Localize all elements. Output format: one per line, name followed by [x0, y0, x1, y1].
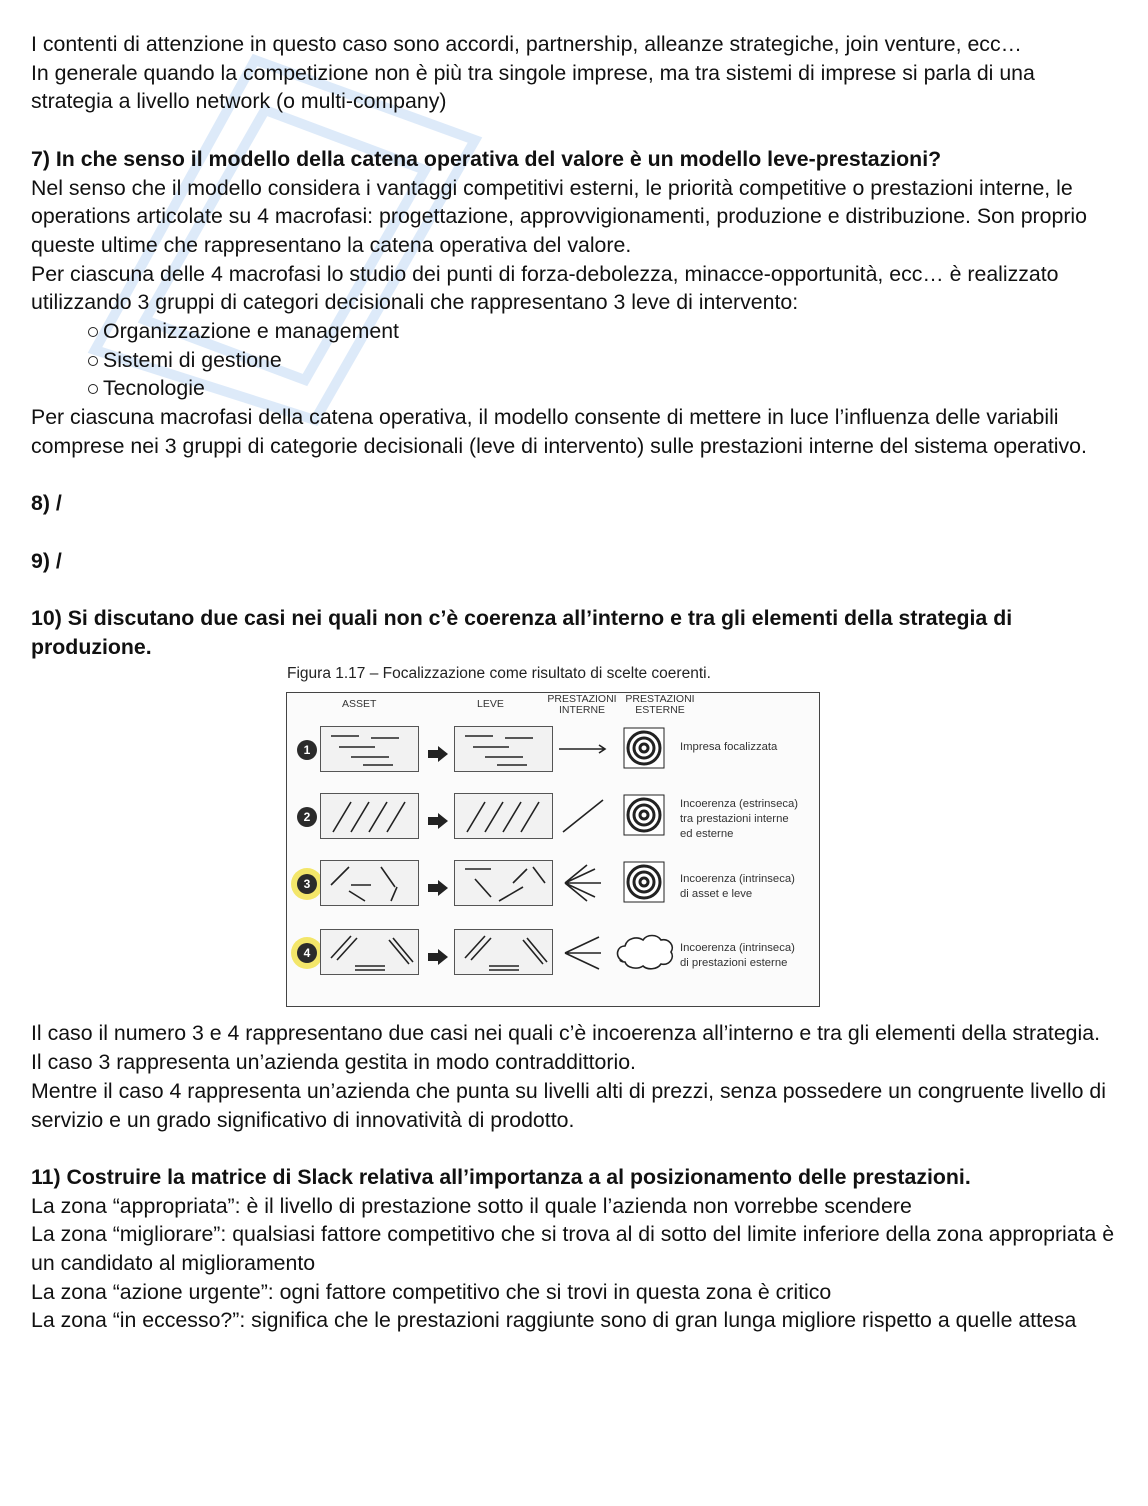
q11-line-3: La zona “azione urgente”: ogni fattore competitivo che si trovi in questa zona è critico [31, 1279, 832, 1304]
asset-cell-2 [320, 793, 419, 839]
row-2-label [680, 797, 798, 842]
q11-line-1: La zona “appropriata”: è il livello di prestazione sotto il quale l’azienda non vorrebbe scendere [31, 1193, 912, 1218]
row-label-line: tra prestazioni interne [680, 813, 789, 826]
block-arrow-icon [428, 944, 448, 960]
figure-frame [286, 692, 820, 1007]
target-icon [623, 727, 665, 769]
block-arrow-icon [428, 808, 448, 824]
question-10-title: 10) Si discutano due casi nei quali non c’è coerenza all’interno e tra gli elementi della strategia di produzione. [31, 606, 1013, 659]
intro-paragraph-2: In generale quando la competizione non è più tra singole imprese, ma tra sistemi di imprese si parla di una strategia a livello network (o multi-company) [31, 60, 1035, 114]
q7-paragraph-2: Per ciascuna delle 4 macrofasi lo studio dei punti di forza-debolezza, minacce-opportunità, ecc… è realizzato utilizzando 3 gruppi di categori decisionali che rappresentano 3 leve di intervento: [31, 261, 1059, 315]
q10-paragraph-3: Mentre il caso 4 rappresenta un’azienda che punta su livelli alti di prezzi, senza possedere un congruente livello di servizio e un grado significativo di innovatività di prodotto. [31, 1078, 1106, 1132]
target-icon [623, 861, 665, 903]
figure-caption: Figura 1.17 – Focalizzazione come risultato di scelte coerenti. [287, 665, 711, 683]
q11-line-4: La zona “in eccesso?”: significa che le prestazioni raggiunte sono di gran lunga migliore rispetto a quelle attesa [31, 1308, 1077, 1333]
row-3-label [680, 872, 795, 902]
row-label-line: Incoerenza (estrinseca) [680, 798, 799, 811]
cloud-icon [613, 930, 675, 972]
q10-paragraph-1: Il caso il numero 3 e 4 rappresentano due casi nei quali c’è incoerenza all’interno e tra gli elementi della strategia. [31, 1021, 1101, 1046]
row-label-line: di asset e leve [680, 888, 753, 901]
block-arrow-icon [428, 741, 448, 757]
leve-cell-4 [454, 929, 553, 975]
row-number-2: 2 [297, 807, 317, 827]
q7-bullet-list [31, 317, 1121, 403]
row-number-3: 3 [297, 874, 317, 894]
list-item: Tecnologie [88, 374, 1121, 403]
interne-arrow-4 [557, 933, 609, 973]
row-label-line: Incoerenza (intrinseca) [680, 942, 795, 955]
question-9-title: 9) / [31, 548, 62, 573]
block-arrow-icon [428, 875, 448, 891]
row-label-line: ed esterne [680, 828, 734, 841]
row-number-1: 1 [297, 740, 317, 760]
row-4-label [680, 941, 795, 971]
intro-paragraph-1: I contenti di attenzione in questo caso sono accordi, partnership, alleanze strategiche, join venture, ecc… [31, 32, 1022, 56]
document-page [31, 30, 1121, 1335]
row-1-label [680, 740, 777, 755]
list-item: Organizzazione e management [88, 317, 1121, 346]
leve-cell-3 [454, 860, 553, 906]
q7-paragraph-1: Nel senso che il modello considera i vantaggi competitivi esterni, le priorità competitive o prestazioni interne, le operations articolate su 4 macrofasi: progettazione, approvvigionamenti, produzione e distribuzione. Son proprio queste ultime che rappresentano la catena operativa del valore. [31, 175, 1087, 257]
header-prestazioni-esterne: PRESTAZIONI ESTERNE [625, 693, 695, 717]
header-leve: LEVE [477, 698, 504, 711]
header-prestazioni-interne: PRESTAZIONI INTERNE [547, 693, 617, 717]
question-11-title: 11) Costruire la matrice di Slack relativa all’importanza a al posizionamento delle prestazioni. [31, 1164, 971, 1189]
list-item: Sistemi di gestione [88, 346, 1121, 375]
row-label-line: Impresa focalizzata [680, 741, 778, 754]
header-asset: ASSET [342, 698, 377, 711]
figure-1-17 [285, 664, 825, 1019]
row-number-4: 4 [297, 943, 317, 963]
row-label-line: Incoerenza (intrinseca) [680, 873, 795, 886]
question-8-title: 8) / [31, 491, 62, 516]
interne-arrow-3 [557, 863, 609, 903]
target-icon [623, 794, 665, 836]
q11-line-2: La zona “migliorare”: qualsiasi fattore competitivo che si trova al di sotto del limite inferiore della zona appropriata è un candidato al miglioramento [31, 1222, 1115, 1276]
q7-paragraph-3: Per ciascuna macrofasi della catena operativa, il modello consente di mettere in luce l’influenza delle variabili comprese nei 3 gruppi di categorie decisionali (leve di intervento) sulle prestazioni interne del sistema operativo. [31, 405, 1087, 458]
leve-cell-2 [454, 793, 553, 839]
asset-cell-1 [320, 726, 419, 772]
row-label-line: di prestazioni esterne [680, 957, 788, 970]
asset-cell-3 [320, 860, 419, 906]
q10-paragraph-2: Il caso 3 rappresenta un’azienda gestita in modo contraddittorio. [31, 1050, 636, 1075]
asset-cell-4 [320, 929, 419, 975]
leve-cell-1 [454, 726, 553, 772]
interne-arrow-2 [557, 796, 609, 836]
interne-arrow-1 [557, 729, 609, 769]
question-7-title: 7) In che senso il modello della catena operativa del valore è un modello leve-prestazioni? [31, 146, 942, 171]
